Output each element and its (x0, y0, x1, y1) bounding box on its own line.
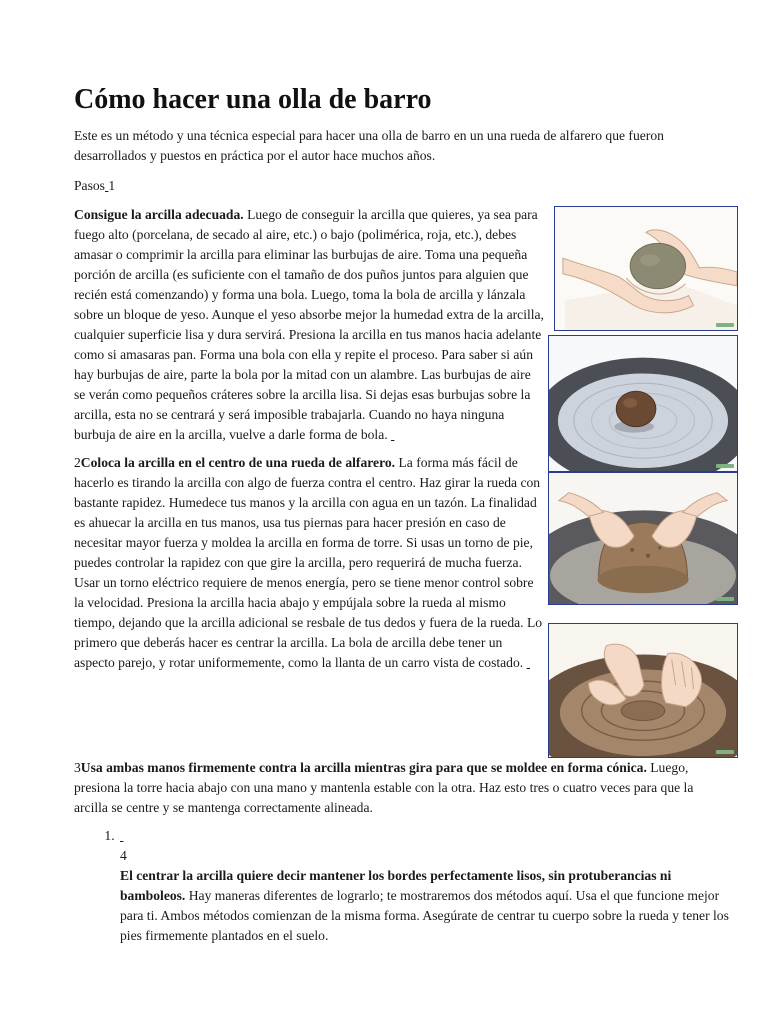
article (74, 82, 730, 946)
watermark-badge (716, 464, 734, 468)
watermark-badge (716, 597, 734, 601)
step-4-number: 1. 4 (120, 848, 127, 863)
step-2-body: La forma más fácil de hacerlo es tirando la arcilla con algo de fuerza contra el centro. Haz girar la rueda con bastante rapidez. Humedece tus manos y la arcilla con agua en un tazón. La finalidad es ahuecar la arcilla en tus manos, usa tus piernas para hacer presión en caso de necesitar mayor fuerza y moldea la arcilla en forma de torre. Si usas un torno de pie, puedes controlar la rapidez con que gire la arcilla, pero requerirá de mucha fuerza. Usar un torno eléctrico requiere de menos energía, pero se tiene menor control sobre la velocidad. Presiona la arcilla hacia abajo y empújala sobre la rueda al mismo tiempo, dejando que la arcilla adicional se resbale de tus dedos y fuera de la rueda. Lo primero que deberás hacer es centrar la arcilla. La bola de arcilla debe tener un aspecto parejo, y rotar uniformemente, como la llanta de un carro vista de costado. (74, 455, 543, 670)
list-item (118, 826, 730, 946)
step-2-end-link[interactable] (527, 655, 530, 670)
hands-clay-ball-illustration (555, 207, 737, 330)
step-2-number: 2 (74, 455, 81, 470)
figure-clay-on-wheel (548, 335, 738, 472)
steps-label (74, 176, 730, 196)
step-1-heading: Consigue la arcilla adecuada. (74, 207, 244, 222)
intro-paragraph: Este es un método y una técnica especial para hacer una olla de barro en un una rueda de alfarero que fueron desarrollados y puestos en práctica por el autor hace muchos años. (74, 128, 664, 163)
figure-hands-shaping-clay (548, 623, 738, 758)
step-4-body: Hay maneras diferentes de lograrlo; te mostraremos dos métodos aquí. Usa el que funcione mejor para ti. Ambos métodos comienzan de la misma forma. Asegúrate de centrar tu cuerpo sobre la rueda y tener los pies firmemente plantados en el suelo. (120, 888, 729, 943)
clay-on-wheel-illustration (549, 336, 737, 471)
steps-label-text: Pasos (74, 178, 105, 193)
figure-hands-centering-clay (548, 472, 738, 605)
hands-centering-clay-illustration (549, 473, 737, 604)
step-3-heading: Usa ambas manos firmemente contra la arcilla mientras gira para que se moldee en forma cónica. (80, 760, 647, 775)
step-4-heading: El centrar la arcilla quiere decir mantener los bordes perfectamente lisos, sin protuberancias ni bamboleos. (120, 868, 672, 903)
watermark-badge (716, 750, 734, 754)
step-2-heading: Coloca la arcilla en el centro de una rueda de alfarero. (80, 455, 396, 470)
step-3-paragraph (74, 758, 730, 818)
hands-shaping-clay-illustration (549, 624, 737, 757)
watermark-badge (716, 323, 734, 327)
step-1-number: 1 (108, 178, 116, 193)
page-title: Cómo hacer una olla de barro (74, 84, 432, 115)
step-3-number: 3 (74, 760, 81, 775)
substeps-list (74, 826, 730, 946)
figure-hands-clay-ball (554, 206, 738, 331)
step-3-body: Luego, presiona la torre hacia abajo con una mano y mantenla estable con la otra. Haz esto tres o cuatro veces para que la arcilla se centre y se mantenga correctamente alineada. (74, 760, 694, 815)
step-1-body: Luego de conseguir la arcilla que quieres, ya sea para fuego alto (porcelana, de secado al aire, etc.) o bajo (polimérica, roja, etc.), debes amasar o comprimir la arcilla para eliminar las burbujas de aire. Toma una pequeña porción de arcilla (es suficiente con el tamaño de dos puños juntos para alguien que recién está comenzando) y forma una bola. Luego, toma la bola de arcilla y lánzala sobre un bloque de yeso. Aunque el yeso absorbe mejor la humedad extra de la arcilla, cualquier superficie lisa y dura servirá. Presiona la arcilla en tus manos hacia adelante como si amasaras pan. Forma una bola con ella y repite el proceso. Para saber si aún hay burbujas de aire, parte la bola por la mitad con un alambre. Las burbujas de aire se verán como pequeños cráteres sobre la arcilla lisa. Si dejas esas burbujas sobre la arcilla, esta no se centrará y será imposible trabajarla. Cuando no haya ninguna burbuja de aire en la arcilla, vuelve a darle forma de bola. (74, 207, 544, 442)
step-1-end-link[interactable] (391, 427, 394, 442)
list-item-link[interactable] (120, 826, 730, 846)
